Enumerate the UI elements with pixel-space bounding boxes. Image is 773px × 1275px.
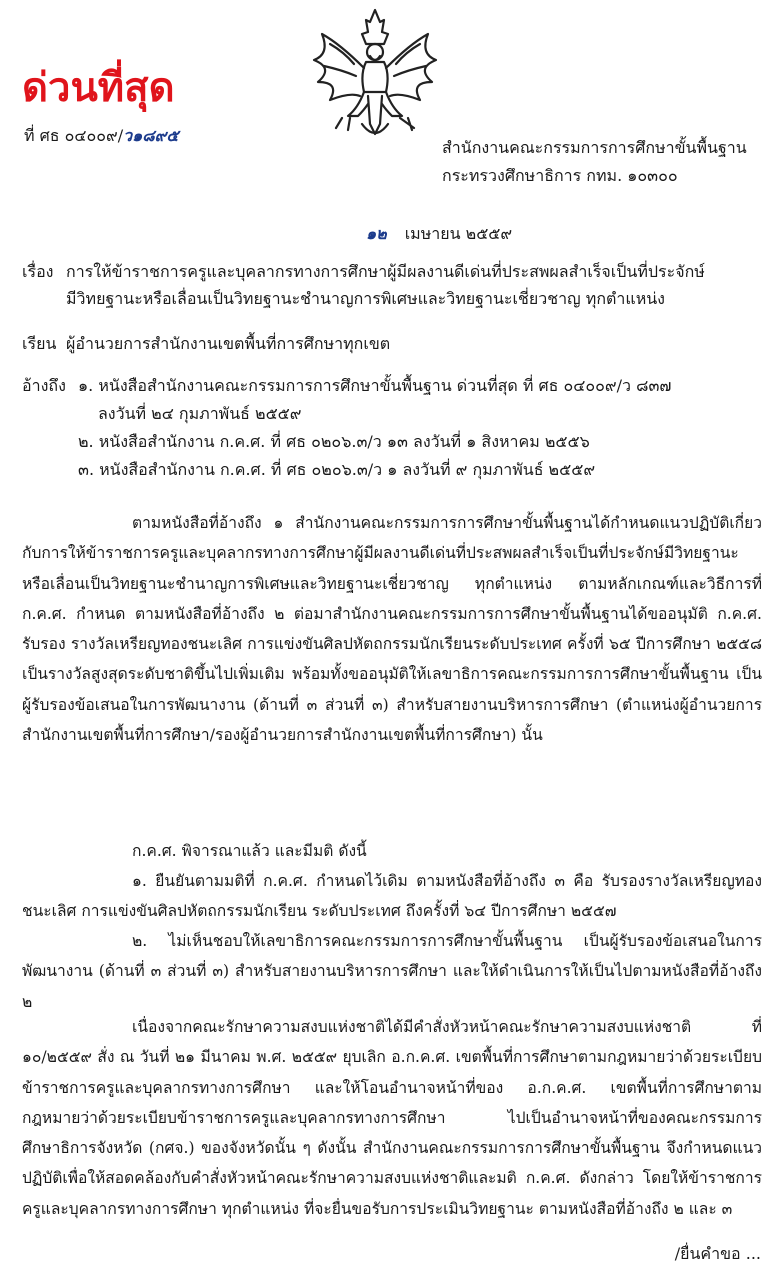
body-paragraph-2 bbox=[22, 836, 762, 866]
subject-line-2: มีวิทยฐานะหรือเลื่อนเป็นวิทยฐานะชำนาญการพิเศษและวิทยฐานะเชี่ยวชาญ ทุกตำแหน่ง bbox=[66, 289, 665, 308]
urgency-stamp: ด่วนที่สุด bbox=[22, 65, 175, 111]
garuda-emblem-icon bbox=[300, 4, 450, 146]
subject-label: เรื่อง bbox=[22, 262, 54, 281]
recipient-text: ผู้อำนวยการสำนักงานเขตพื้นที่การศึกษาทุกเขต bbox=[66, 334, 391, 353]
issuing-office bbox=[442, 134, 747, 190]
reference-1-line-2: ลงวันที่ ๒๔ กุมภาพันธ์ ๒๕๕๙ bbox=[98, 404, 302, 423]
document-number bbox=[24, 124, 178, 149]
office-line-2: กระทรวงศึกษาธิการ กทม. ๑๐๓๐๐ bbox=[442, 166, 678, 185]
body-paragraph-3-text: ๑. ยืนยันตามมติที่ ก.ค.ศ. กำหนดไว้เดิม ตามหนังสือที่อ้างถึง ๓ คือ รับรองรางวัลเหรียญทองชนะเลิศ การแข่งขันศิลปหัตถกรรมนักเรียน ระดับประเทศ ถึงครั้งที่ ๖๔ ปีการศึกษา ๒๕๕๗ bbox=[22, 872, 762, 921]
body-paragraph-3 bbox=[22, 866, 762, 927]
document-number-prefix: ที่ ศธ ๐๔๐๐๙/ bbox=[24, 126, 124, 145]
subject-block bbox=[22, 258, 762, 312]
body-paragraph-1 bbox=[22, 508, 762, 750]
body-paragraph-1-text: ตามหนังสือที่อ้างถึง ๑ สำนักงานคณะกรรมการการศึกษาขั้นพื้นฐานได้กำหนดแนวปฏิบัติเกี่ยวกับการให้ข้าราชการครูและบุคลากรทางการศึกษาผู้มีผลงานดีเด่นที่ประสพผลสำเร็จเป็นที่ประจักษ์มีวิทยฐานะหรือเลื่อนเป็นวิทยฐานะชำนาญการพิเศษและวิทยฐานะเชี่ยวชาญ ทุกตำแหน่ง ตามหลักเกณฑ์และวิธีการที่ ก.ค.ศ. กำหนด ตามหนังสือที่อ้างถึง ๒ ต่อมาสำนักงานคณะกรรมการการศึกษาขั้นพื้นฐานได้ขออนุมัติ ก.ค.ศ. รับรอง รางวัลเหรียญทองชนะเลิศ การแข่งขันศิลปหัตถกรรมนักเรียนระดับประเทศ ครั้งที่ ๖๕ ปีการศึกษา ๒๕๕๘ เป็นรางวัลสูงสุดระดับชาติขึ้นไปเพิ่มเติม พร้อมทั้งขออนุมัติให้เลขาธิการคณะกรรมการการศึกษาขั้นพื้นฐาน เป็นผู้รับรองข้อเสนอในการพัฒนางาน (ด้านที่ ๓ ส่วนที่ ๓) สำหรับสายงานบริหารการศึกษา (ตำแหน่งผู้อำนวยการสำนักงานเขตพื้นที่การศึกษา/รองผู้อำนวยการสำนักงานเขตพื้นที่การศึกษา) นั้น bbox=[22, 514, 762, 745]
continuation-marker: /ยื่นคำขอ ... bbox=[674, 1244, 761, 1263]
date-day: ๑๒ bbox=[366, 224, 387, 243]
body-paragraph-5 bbox=[22, 1012, 762, 1224]
recipient-block bbox=[22, 330, 762, 357]
document-date bbox=[366, 222, 512, 247]
body-paragraph-4 bbox=[22, 926, 762, 1017]
body-paragraph-5-text: เนื่องจากคณะรักษาความสงบแห่งชาติได้มีคำสั่งหัวหน้าคณะรักษาความสงบแห่งชาติ ที่ ๑๐/๒๕๕๙ สั่ง ณ วันที่ ๒๑ มีนาคม พ.ศ. ๒๕๕๙ ยุบเลิก อ.ก.ค.ศ. เขตพื้นที่การศึกษาตามกฎหมายว่าด้วยระเบียบข้าราชการครูและบุคลากรทางการศึกษา และให้โอนอำนาจหน้าที่ของ อ.ก.ค.ศ. เขตพื้นที่การศึกษาตามกฎหมายว่าด้วยระเบียบข้าราชการครูและบุคลากรทางการศึกษา ไปเป็นอำนาจหน้าที่ของคณะกรรมการศึกษาธิการจังหวัด (กศจ.) ของจังหวัดนั้น ๆ ดังนั้น สำนักงานคณะกรรมการการศึกษาขั้นพื้นฐาน จึงกำหนดแนวปฏิบัติเพื่อให้สอดคล้องกับคำสั่งหัวหน้าคณะรักษาความสงบแห่งชาติและมติ ก.ค.ศ. ดังกล่าว โดยให้ข้าราชการครูและบุคลากรทางการศึกษา ทุกตำแหน่ง ที่จะยื่นขอรับการประเมินวิทยฐานะ ตามหนังสือที่อ้างถึง ๒ และ ๓ bbox=[22, 1018, 762, 1218]
body-paragraph-2-text: ก.ค.ศ. พิจารณาแล้ว และมีมติ ดังนี้ bbox=[132, 842, 367, 860]
references-block bbox=[22, 372, 762, 484]
recipient-label: เรียน bbox=[22, 334, 57, 353]
subject-line-1: การให้ข้าราชการครูและบุคลากรทางการศึกษาผู้มีผลงานดีเด่นที่ประสพผลสำเร็จเป็นที่ประจักษ์ bbox=[66, 262, 705, 281]
office-line-1: สำนักงานคณะกรรมการการศึกษาขั้นพื้นฐาน bbox=[442, 138, 747, 157]
reference-2: ๒. หนังสือสำนักงาน ก.ค.ศ. ที่ ศธ ๐๒๐๖.๓/ว ๑๓ ลงวันที่ ๑ สิงหาคม ๒๕๕๖ bbox=[78, 432, 590, 451]
body-paragraph-4-text: ๒. ไม่เห็นชอบให้เลขาธิการคณะกรรมการการศึกษาขั้นพื้นฐาน เป็นผู้รับรองข้อเสนอในการพัฒนางาน (ด้านที่ ๓ ส่วนที่ ๓) สำหรับสายงานบริหารการศึกษา และให้ดำเนินการให้เป็นไปตามหนังสือที่อ้างถึง ๒ bbox=[22, 932, 762, 1011]
date-month-year: เมษายน ๒๕๕๙ bbox=[404, 224, 513, 243]
references-label: อ้างถึง bbox=[22, 376, 66, 395]
reference-3: ๓. หนังสือสำนักงาน ก.ค.ศ. ที่ ศธ ๐๒๐๖.๓/ว ๑ ลงวันที่ ๙ กุมภาพันธ์ ๒๕๕๙ bbox=[78, 460, 596, 479]
document-number-handwritten: ว๑๘๙๕ bbox=[123, 126, 179, 145]
reference-1-line-1: ๑. หนังสือสำนักงานคณะกรรมการการศึกษาขั้นพื้นฐาน ด่วนที่สุด ที่ ศธ ๐๔๐๐๙/ว ๘๓๗ bbox=[78, 376, 672, 395]
